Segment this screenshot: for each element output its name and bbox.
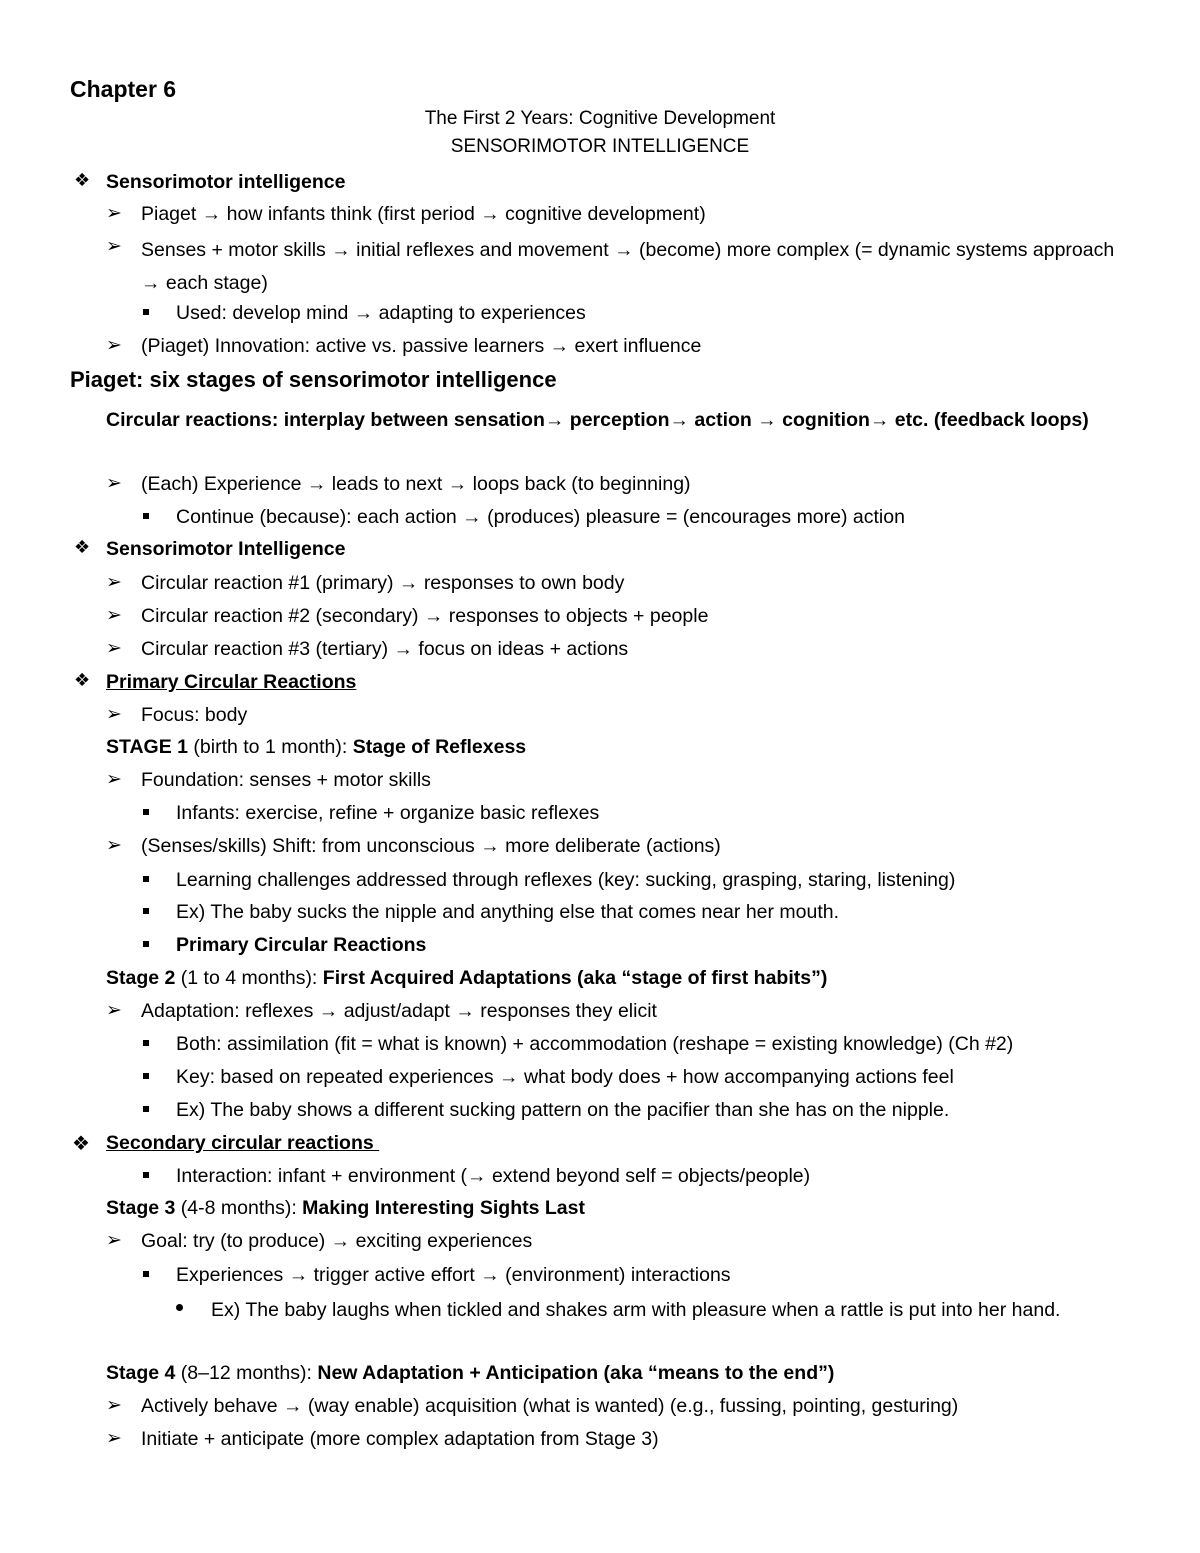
stage-range: (birth to 1 month):: [188, 736, 353, 758]
stage-name: Making Interesting Sights Last: [302, 1197, 585, 1219]
list-item: Ex) The baby laughs when tickled and shakes arm with pleasure when a rattle is put into her hand.: [211, 1299, 1061, 1321]
stage-range: (1 to 4 months):: [175, 967, 323, 989]
arrow-bullet-icon: ➢: [106, 1000, 122, 1021]
paragraph: Circular reactions: interplay between sensation→ perception→ action → cognition→ etc. (feedback loops): [106, 409, 1089, 431]
arrow-bullet-icon: ➢: [106, 473, 122, 494]
list-item: Infants: exercise, refine + organize basic reflexes: [176, 802, 600, 824]
list-item: Circular reaction #3 (tertiary) → focus on ideas + actions: [141, 638, 629, 660]
arrow-bullet-icon: ➢: [106, 1428, 122, 1449]
arrow-bullet-icon: ➢: [106, 236, 122, 257]
arrow-bullet-icon: ➢: [106, 605, 122, 626]
list-item: Focus: body: [141, 704, 248, 726]
square-bullet-icon: [143, 941, 149, 947]
list-item: Ex) The baby sucks the nipple and anything else that comes near her mouth.: [176, 901, 840, 923]
section-heading: Sensorimotor Intelligence: [106, 538, 346, 560]
stage-label: Stage 3: [106, 1197, 176, 1219]
section-heading: Secondary circular reactions: [106, 1132, 380, 1154]
list-item: Actively behave → (way enable) acquisition (what is wanted) (e.g., fussing, pointing, gesturing): [141, 1395, 959, 1417]
stage-label: Stage 4: [106, 1362, 176, 1384]
arrow-bullet-icon: ➢: [106, 769, 122, 790]
document-title: The First 2 Years: Cognitive Development: [424, 108, 776, 129]
document-subtitle: SENSORIMOTOR INTELLIGENCE: [450, 136, 750, 157]
stage-heading: [106, 965, 827, 991]
square-bullet-icon: [143, 1073, 149, 1079]
diamond-bullet-icon: ❖: [74, 170, 91, 190]
list-item: Learning challenges addressed through reflexes (key: sucking, grasping, staring, listening): [176, 869, 956, 891]
square-bullet-icon: [143, 309, 149, 315]
diamond-bullet-icon: ❖: [74, 670, 91, 690]
arrow-bullet-icon: ➢: [106, 835, 122, 856]
arrow-bullet-icon: ➢: [106, 572, 122, 593]
list-item: Circular reaction #2 (secondary) → responses to objects + people: [141, 605, 709, 627]
list-item: Goal: try (to produce) → exciting experiences: [141, 1230, 533, 1252]
list-item: Used: develop mind → adapting to experiences: [176, 302, 586, 324]
list-item: Foundation: senses + motor skills: [141, 769, 431, 791]
section-heading: Sensorimotor intelligence: [106, 171, 346, 193]
stage-heading: [106, 1195, 585, 1221]
section-heading: Piaget: six stages of sensorimotor intelligence: [70, 367, 557, 392]
list-item: (Piaget) Innovation: active vs. passive learners → exert influence: [141, 335, 702, 357]
stage-name: New Adaptation + Anticipation (aka “means to the end”): [317, 1362, 835, 1384]
diamond-bullet-icon: ❖: [74, 537, 91, 557]
list-item: Key: based on repeated experiences → what body does + how accompanying actions feel: [176, 1066, 954, 1088]
chapter-heading: Chapter 6: [70, 76, 177, 102]
list-item: Initiate + anticipate (more complex adaptation from Stage 3): [141, 1428, 659, 1450]
square-bullet-icon: [143, 1040, 149, 1046]
stage-range: (4-8 months):: [175, 1197, 303, 1219]
list-item: Interaction: infant + environment (→ extend beyond self = objects/people): [176, 1165, 811, 1187]
section-heading: Primary Circular Reactions: [106, 671, 357, 693]
arrow-bullet-icon: ➢: [106, 1230, 122, 1251]
square-bullet-icon: [143, 1106, 149, 1112]
square-bullet-icon: [143, 1172, 149, 1178]
diamond-bullet-icon: ❖: [72, 1133, 90, 1155]
list-item: Continue (because): each action → (produces) pleasure = (encourages more) action: [176, 506, 905, 528]
stage-name: Stage of Reflexess: [352, 736, 527, 758]
arrow-bullet-icon: ➢: [106, 1395, 122, 1416]
square-bullet-icon: [143, 908, 149, 914]
square-bullet-icon: [143, 1271, 149, 1277]
stage-name: First Acquired Adaptations (aka “stage of first habits”): [322, 967, 828, 989]
list-item: (Each) Experience → leads to next → loops back (to beginning): [141, 473, 691, 495]
arrow-bullet-icon: ➢: [106, 638, 122, 659]
square-bullet-icon: [143, 876, 149, 882]
list-item: Piaget → how infants think (first period → cognitive development): [141, 203, 706, 225]
stage-heading: [106, 734, 526, 760]
list-item: Experiences → trigger active effort → (environment) interactions: [176, 1264, 731, 1286]
list-item: Senses + motor skills → initial reflexes and movement → (become) more complex (= dynamic systems approach → each stage): [141, 239, 1115, 294]
square-bullet-icon: [143, 513, 149, 519]
arrow-bullet-icon: ➢: [106, 335, 122, 356]
stage-range: (8–12 months):: [175, 1362, 318, 1384]
arrow-bullet-icon: ➢: [106, 203, 122, 224]
round-bullet-icon: [176, 1304, 183, 1311]
stage-heading: [106, 1360, 834, 1386]
stage-label: STAGE 1: [106, 736, 188, 758]
square-bullet-icon: [143, 809, 149, 815]
list-item: Circular reaction #1 (primary) → responses to own body: [141, 572, 625, 594]
stage-label: Stage 2: [106, 967, 176, 989]
list-item: Adaptation: reflexes → adjust/adapt → responses they elicit: [141, 1000, 657, 1022]
list-item: Ex) The baby shows a different sucking pattern on the pacifier than she has on the nipple.: [176, 1099, 950, 1121]
list-item: Both: assimilation (fit = what is known) + accommodation (reshape = existing knowledge) (Ch #2): [176, 1033, 1014, 1055]
list-item: Primary Circular Reactions: [176, 934, 427, 956]
list-item: (Senses/skills) Shift: from unconscious → more deliberate (actions): [141, 835, 721, 857]
arrow-bullet-icon: ➢: [106, 704, 122, 725]
